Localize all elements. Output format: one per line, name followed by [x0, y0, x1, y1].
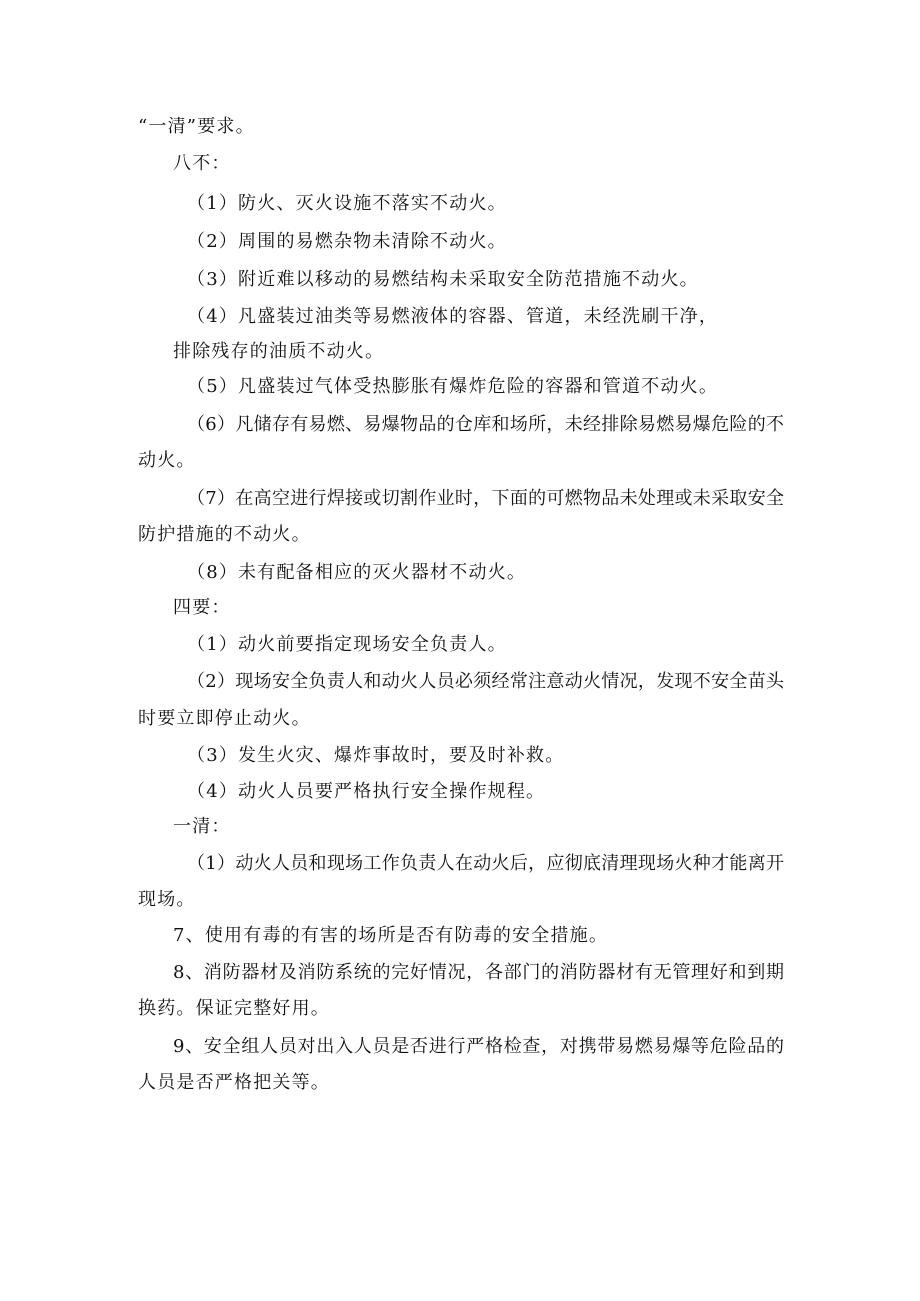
list-item-babu-5: （5）凡盛装过气体受热膨胀有爆炸危险的容器和管道不动火。	[187, 376, 719, 397]
list-item-babu-2: （2）周围的易燃杂物未清除不动火。	[187, 231, 507, 252]
paragraph-item-9: 9、安全组人员对出入人员是否进行严格检查，对携带易燃易爆等危险品的	[173, 1036, 784, 1057]
list-item-babu-6-cont: 动火。	[138, 450, 196, 471]
list-item-babu-3: （3）附近难以移动的易燃结构未采取安全防范措施不动火。	[187, 269, 699, 290]
heading-si-yao: 四要：	[173, 597, 231, 618]
heading-ba-bu: 八不：	[173, 153, 231, 174]
list-item-babu-4-cont: 排除残存的油质不动火。	[173, 341, 385, 362]
list-item-yiqing-1-cont: 现场。	[138, 889, 196, 910]
heading-yi-qing: 一清：	[173, 816, 231, 837]
list-item-babu-1: （1）防火、灭火设施不落实不动火。	[187, 193, 507, 214]
list-item-siyao-1: （1）动火前要指定现场安全负责人。	[187, 634, 507, 655]
paragraph-item-9-cont: 人员是否严格把关等。	[138, 1072, 330, 1093]
paragraph-item-8-cont: 换药。保证完整好用。	[138, 998, 330, 1019]
list-item-babu-4: （4）凡盛装过油类等易燃液体的容器、管道，未经洗刷干净，	[187, 306, 719, 327]
list-item-babu-8: （8）未有配备相应的灭火器材不动火。	[187, 562, 527, 583]
list-item-siyao-4: （4）动火人员要严格执行安全操作规程。	[187, 781, 546, 802]
list-item-siyao-2: （2）现场安全负责人和动火人员必须经常注意动火情况，发现不安全苗头	[187, 671, 784, 692]
list-item-siyao-2-cont: 时要立即停止动火。	[138, 708, 311, 729]
paragraph-item-8: 8、消防器材及消防系统的完好情况，各部门的消防器材有无管理好和到期	[173, 962, 784, 983]
list-item-babu-7: （7）在高空进行焊接或切割作业时，下面的可燃物品未处理或未采取安全	[187, 488, 784, 509]
text-line-continuation-requirement: “一清”要求。	[138, 116, 255, 137]
paragraph-item-7: 7、使用有毒的有害的场所是否有防毒的安全措施。	[173, 925, 609, 946]
list-item-babu-7-cont: 防护措施的不动火。	[138, 524, 311, 545]
list-item-yiqing-1: （1）动火人员和现场工作负责人在动火后，应彻底清理现场火种才能离开	[187, 853, 784, 874]
list-item-siyao-3: （3）发生火灾、爆炸事故时，要及时补救。	[187, 745, 565, 766]
list-item-babu-6: （6）凡储存有易燃、易爆物品的仓库和场所，未经排除易燃易爆危险的不	[187, 414, 784, 435]
